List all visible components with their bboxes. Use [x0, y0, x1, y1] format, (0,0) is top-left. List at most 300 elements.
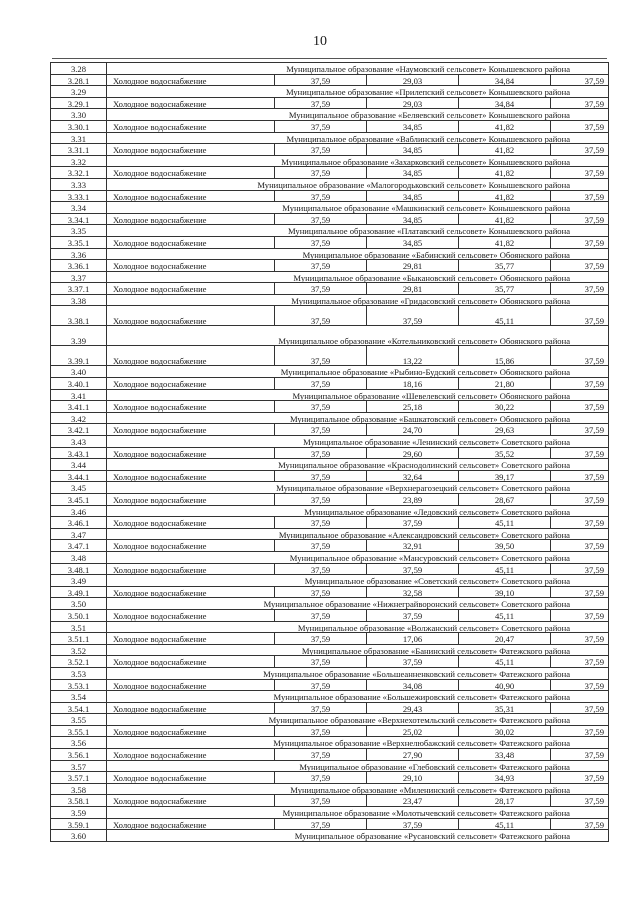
municipality-title: Муниципальное образование «Верхнехотемльский сельсовет» Фатежского района	[107, 714, 609, 726]
row-code: 3.40	[51, 366, 107, 378]
row-code: 3.42.1	[51, 424, 107, 436]
municipality-title: Муниципальное образование «Ваблинский сельсовет» Конышевского района	[107, 132, 609, 144]
tariff-value-3: 34,93	[459, 772, 551, 784]
tariff-value-2: 24,70	[367, 424, 459, 436]
service-label: Холодное водоснабжение	[107, 633, 275, 645]
service-row	[51, 517, 609, 529]
service-label: Холодное водоснабжение	[107, 120, 275, 132]
tariff-value-4: 37,59	[551, 447, 609, 459]
tariff-table	[50, 62, 609, 842]
service-row	[51, 656, 609, 668]
service-label: Холодное водоснабжение	[107, 517, 275, 529]
service-label: Холодное водоснабжение	[107, 725, 275, 737]
municipality-header-row	[51, 412, 609, 424]
tariff-table-body	[51, 63, 609, 842]
row-code: 3.42	[51, 412, 107, 424]
tariff-value-1: 37,59	[275, 749, 367, 761]
tariff-value-2: 25,02	[367, 725, 459, 737]
tariff-value-3: 45,11	[459, 609, 551, 621]
municipality-header-row	[51, 482, 609, 494]
municipality-title: Муниципальное образование «Башкатовский сельсовет» Обоянского района	[107, 412, 609, 424]
service-row	[51, 378, 609, 390]
service-row	[51, 772, 609, 784]
tariff-value-2: 34,08	[367, 679, 459, 691]
municipality-title: Муниципальное образование «Прилепский сельсовет» Конышевского района	[107, 86, 609, 98]
tariff-value-3: 45,11	[459, 517, 551, 529]
service-row	[51, 283, 609, 295]
row-code: 3.34	[51, 202, 107, 214]
page-number: 10	[313, 34, 327, 49]
tariff-value-4: 37,59	[551, 772, 609, 784]
tariff-value-1: 37,59	[275, 283, 367, 295]
row-code: 3.32.1	[51, 167, 107, 179]
service-row	[51, 190, 609, 202]
service-row	[51, 74, 609, 86]
tariff-value-1: 37,59	[275, 424, 367, 436]
tariff-value-4: 37,59	[551, 236, 609, 248]
tariff-value-2: 34,85	[367, 144, 459, 156]
service-row	[51, 494, 609, 506]
municipality-title: Муниципальное образование «Русановский сельсовет» Фатежского района	[107, 830, 609, 842]
service-label: Холодное водоснабжение	[107, 190, 275, 202]
municipality-title: Муниципальное образование «Машкинский сельсовет» Конышевского района	[107, 202, 609, 214]
service-label: Холодное водоснабжение	[107, 236, 275, 248]
row-code: 3.53.1	[51, 679, 107, 691]
tariff-value-4: 37,59	[551, 167, 609, 179]
tariff-value-1: 37,59	[275, 540, 367, 552]
municipality-title: Муниципальное образование «Краснодолинский сельсовет» Советского района	[107, 459, 609, 471]
tariff-value-4: 37,59	[551, 306, 609, 326]
tariff-value-3: 28,67	[459, 494, 551, 506]
row-code: 3.38	[51, 294, 107, 306]
municipality-header-row	[51, 294, 609, 306]
tariff-value-3: 34,84	[459, 97, 551, 109]
municipality-header-row	[51, 86, 609, 98]
row-code: 3.29	[51, 86, 107, 98]
service-row	[51, 97, 609, 109]
municipality-title: Муниципальное образование «Платавский сельсовет» Конышевского района	[107, 225, 609, 237]
service-label: Холодное водоснабжение	[107, 609, 275, 621]
service-row	[51, 470, 609, 482]
row-code: 3.54	[51, 691, 107, 703]
tariff-value-2: 29,10	[367, 772, 459, 784]
tariff-value-3: 40,90	[459, 679, 551, 691]
row-code: 3.35.1	[51, 236, 107, 248]
municipality-title: Муниципальное образование «Быкановский сельсовет» Обоянского района	[107, 271, 609, 283]
tariff-value-1: 37,59	[275, 346, 367, 366]
municipality-title: Муниципальное образование «Беляевский сельсовет» Конышевского района	[107, 109, 609, 121]
tariff-value-2: 18,16	[367, 378, 459, 390]
tariff-value-2: 34,85	[367, 167, 459, 179]
row-code: 3.43.1	[51, 447, 107, 459]
row-code: 3.51	[51, 621, 107, 633]
tariff-value-2: 37,59	[367, 563, 459, 575]
tariff-value-4: 37,59	[551, 818, 609, 830]
service-row	[51, 749, 609, 761]
row-code: 3.43	[51, 436, 107, 448]
tariff-value-1: 37,59	[275, 236, 367, 248]
municipality-title: Муниципальное образование «Большеанненковский сельсовет» Фатежского района	[107, 667, 609, 679]
tariff-value-3: 41,82	[459, 190, 551, 202]
row-code: 3.59.1	[51, 818, 107, 830]
tariff-value-1: 37,59	[275, 795, 367, 807]
municipality-header-row	[51, 178, 609, 190]
row-code: 3.31	[51, 132, 107, 144]
row-code: 3.55.1	[51, 725, 107, 737]
row-code: 3.49.1	[51, 586, 107, 598]
tariff-value-2: 23,47	[367, 795, 459, 807]
service-label: Холодное водоснабжение	[107, 470, 275, 482]
tariff-value-1: 37,59	[275, 213, 367, 225]
tariff-value-3: 28,17	[459, 795, 551, 807]
row-code: 3.51.1	[51, 633, 107, 645]
service-label: Холодное водоснабжение	[107, 540, 275, 552]
row-code: 3.30	[51, 109, 107, 121]
tariff-value-4: 37,59	[551, 656, 609, 668]
tariff-value-4: 37,59	[551, 120, 609, 132]
service-label: Холодное водоснабжение	[107, 144, 275, 156]
service-label: Холодное водоснабжение	[107, 97, 275, 109]
tariff-value-3: 35,77	[459, 283, 551, 295]
municipality-title: Муниципальное образование «Мансуровский сельсовет» Советского района	[107, 551, 609, 563]
row-code: 3.46.1	[51, 517, 107, 529]
municipality-header-row	[51, 63, 609, 75]
tariff-value-2: 37,59	[367, 609, 459, 621]
municipality-header-row	[51, 505, 609, 517]
tariff-value-2: 25,18	[367, 401, 459, 413]
tariff-value-3: 33,48	[459, 749, 551, 761]
municipality-title: Муниципальное образование «Верхнерагозецкий сельсовет» Советского района	[107, 482, 609, 494]
tariff-value-3: 45,11	[459, 818, 551, 830]
tariff-value-3: 41,82	[459, 236, 551, 248]
municipality-title: Муниципальное образование «Волжанский сельсовет» Советского района	[107, 621, 609, 633]
row-code: 3.45.1	[51, 494, 107, 506]
tariff-value-4: 37,59	[551, 702, 609, 714]
tariff-value-4: 37,59	[551, 494, 609, 506]
row-code: 3.50	[51, 598, 107, 610]
municipality-header-row	[51, 551, 609, 563]
service-label: Холодное водоснабжение	[107, 795, 275, 807]
tariff-value-1: 37,59	[275, 447, 367, 459]
tariff-value-4: 37,59	[551, 144, 609, 156]
tariff-value-2: 34,85	[367, 213, 459, 225]
row-code: 3.33.1	[51, 190, 107, 202]
tariff-value-3: 15,86	[459, 346, 551, 366]
row-code: 3.41	[51, 389, 107, 401]
row-code: 3.47.1	[51, 540, 107, 552]
tariff-value-3: 34,84	[459, 74, 551, 86]
service-label: Холодное водоснабжение	[107, 401, 275, 413]
tariff-value-1: 37,59	[275, 97, 367, 109]
tariff-value-4: 37,59	[551, 679, 609, 691]
service-row	[51, 236, 609, 248]
municipality-header-row	[51, 248, 609, 260]
municipality-header-row	[51, 528, 609, 540]
municipality-header-row	[51, 667, 609, 679]
municipality-title: Муниципальное образование «Котельниковский сельсовет» Обоянского района	[107, 326, 609, 346]
municipality-title: Муниципальное образование «Нижнеграйворонский сельсовет» Советского района	[107, 598, 609, 610]
tariff-value-4: 37,59	[551, 609, 609, 621]
tariff-value-1: 37,59	[275, 679, 367, 691]
municipality-title: Муниципальное образование «Шевелевский сельсовет» Обоянского района	[107, 389, 609, 401]
tariff-value-2: 34,85	[367, 236, 459, 248]
municipality-title: Муниципальное образование «Рыбино-Будский сельсовет» Обоянского района	[107, 366, 609, 378]
tariff-value-4: 37,59	[551, 749, 609, 761]
tariff-value-3: 41,82	[459, 213, 551, 225]
row-code: 3.29.1	[51, 97, 107, 109]
tariff-value-3: 35,31	[459, 702, 551, 714]
row-code: 3.33	[51, 178, 107, 190]
municipality-title: Муниципальное образование «Миленинский сельсовет» Фатежского района	[107, 783, 609, 795]
tariff-value-1: 37,59	[275, 74, 367, 86]
tariff-value-1: 37,59	[275, 702, 367, 714]
tariff-value-2: 29,81	[367, 260, 459, 272]
row-code: 3.56.1	[51, 749, 107, 761]
service-label: Холодное водоснабжение	[107, 586, 275, 598]
service-label: Холодное водоснабжение	[107, 656, 275, 668]
tariff-value-2: 34,85	[367, 190, 459, 202]
municipality-title: Муниципальное образование «Ленинский сельсовет» Советского района	[107, 436, 609, 448]
municipality-header-row	[51, 132, 609, 144]
service-label: Холодное водоснабжение	[107, 283, 275, 295]
tariff-value-3: 35,52	[459, 447, 551, 459]
row-code: 3.59	[51, 807, 107, 819]
municipality-header-row	[51, 714, 609, 726]
tariff-value-4: 37,59	[551, 563, 609, 575]
municipality-header-row	[51, 737, 609, 749]
service-label: Холодное водоснабжение	[107, 563, 275, 575]
row-code: 3.58	[51, 783, 107, 795]
row-code: 3.57	[51, 760, 107, 772]
tariff-value-1: 37,59	[275, 167, 367, 179]
tariff-value-3: 20,47	[459, 633, 551, 645]
service-row	[51, 120, 609, 132]
service-label: Холодное водоснабжение	[107, 818, 275, 830]
service-label: Холодное водоснабжение	[107, 306, 275, 326]
service-label: Холодное водоснабжение	[107, 213, 275, 225]
tariff-value-3: 21,80	[459, 378, 551, 390]
row-code: 3.34.1	[51, 213, 107, 225]
tariff-value-4: 37,59	[551, 540, 609, 552]
row-code: 3.44	[51, 459, 107, 471]
tariff-value-2: 37,59	[367, 656, 459, 668]
row-code: 3.45	[51, 482, 107, 494]
tariff-value-1: 37,59	[275, 470, 367, 482]
service-label: Холодное водоснабжение	[107, 167, 275, 179]
municipality-header-row	[51, 691, 609, 703]
municipality-title: Муниципальное образование «Александровский сельсовет» Советского района	[107, 528, 609, 540]
tariff-value-2: 34,85	[367, 120, 459, 132]
municipality-title: Муниципальное образование «Гридасовский сельсовет» Обоянского района	[107, 294, 609, 306]
service-label: Холодное водоснабжение	[107, 260, 275, 272]
row-code: 3.28	[51, 63, 107, 75]
row-code: 3.39	[51, 326, 107, 346]
service-label: Холодное водоснабжение	[107, 679, 275, 691]
tariff-value-4: 37,59	[551, 424, 609, 436]
tariff-value-2: 29,43	[367, 702, 459, 714]
tariff-value-1: 37,59	[275, 144, 367, 156]
tariff-value-2: 32,64	[367, 470, 459, 482]
tariff-value-1: 37,59	[275, 260, 367, 272]
row-code: 3.37.1	[51, 283, 107, 295]
tariff-value-2: 17,06	[367, 633, 459, 645]
service-label: Холодное водоснабжение	[107, 702, 275, 714]
row-code: 3.60	[51, 830, 107, 842]
municipality-header-row	[51, 807, 609, 819]
municipality-header-row	[51, 225, 609, 237]
service-row	[51, 818, 609, 830]
tariff-value-3: 29,63	[459, 424, 551, 436]
row-code: 3.41.1	[51, 401, 107, 413]
service-label: Холодное водоснабжение	[107, 346, 275, 366]
row-code: 3.37	[51, 271, 107, 283]
tariff-value-1: 37,59	[275, 818, 367, 830]
tariff-value-2: 29,03	[367, 74, 459, 86]
tariff-value-4: 37,59	[551, 586, 609, 598]
row-code: 3.57.1	[51, 772, 107, 784]
tariff-value-4: 37,59	[551, 346, 609, 366]
service-row	[51, 144, 609, 156]
tariff-value-2: 13,22	[367, 346, 459, 366]
tariff-value-2: 27,90	[367, 749, 459, 761]
service-row	[51, 795, 609, 807]
tariff-value-3: 39,50	[459, 540, 551, 552]
row-code: 3.40.1	[51, 378, 107, 390]
row-code: 3.38.1	[51, 306, 107, 326]
tariff-value-4: 37,59	[551, 74, 609, 86]
tariff-value-1: 37,59	[275, 609, 367, 621]
service-row	[51, 260, 609, 272]
tariff-value-3: 41,82	[459, 120, 551, 132]
row-code: 3.48	[51, 551, 107, 563]
municipality-title: Муниципальное образование «Наумовский сельсовет» Конышевского района	[107, 63, 609, 75]
municipality-header-row	[51, 621, 609, 633]
municipality-title: Муниципальное образование «Молотычевский сельсовет» Фатежского района	[107, 807, 609, 819]
tariff-value-4: 37,59	[551, 190, 609, 202]
service-row	[51, 306, 609, 326]
municipality-header-row	[51, 459, 609, 471]
tariff-value-1: 37,59	[275, 120, 367, 132]
municipality-header-row	[51, 575, 609, 587]
tariff-value-1: 37,59	[275, 190, 367, 202]
tariff-value-4: 37,59	[551, 633, 609, 645]
municipality-title: Муниципальное образование «Захарковский сельсовет» Конышевского района	[107, 155, 609, 167]
tariff-value-2: 32,58	[367, 586, 459, 598]
tariff-value-2: 32,91	[367, 540, 459, 552]
row-code: 3.54.1	[51, 702, 107, 714]
row-code: 3.56	[51, 737, 107, 749]
tariff-value-1: 37,59	[275, 563, 367, 575]
municipality-title: Муниципальное образование «Малогородьковский сельсовет» Конышевского района	[107, 178, 609, 190]
service-label: Холодное водоснабжение	[107, 749, 275, 761]
service-row	[51, 540, 609, 552]
row-code: 3.47	[51, 528, 107, 540]
tariff-value-1: 37,59	[275, 306, 367, 326]
municipality-header-row	[51, 389, 609, 401]
row-code: 3.48.1	[51, 563, 107, 575]
municipality-header-row	[51, 783, 609, 795]
tariff-value-3: 41,82	[459, 167, 551, 179]
tariff-value-1: 37,59	[275, 401, 367, 413]
tariff-value-4: 37,59	[551, 517, 609, 529]
tariff-value-3: 39,17	[459, 470, 551, 482]
service-label: Холодное водоснабжение	[107, 772, 275, 784]
row-code: 3.52.1	[51, 656, 107, 668]
service-label: Холодное водоснабжение	[107, 447, 275, 459]
service-row	[51, 586, 609, 598]
service-label: Холодное водоснабжение	[107, 424, 275, 436]
tariff-value-2: 29,60	[367, 447, 459, 459]
tariff-value-3: 45,11	[459, 656, 551, 668]
tariff-value-1: 37,59	[275, 633, 367, 645]
tariff-value-4: 37,59	[551, 725, 609, 737]
municipality-header-row	[51, 202, 609, 214]
service-row	[51, 725, 609, 737]
row-code: 3.49	[51, 575, 107, 587]
service-row	[51, 346, 609, 366]
service-label: Холодное водоснабжение	[107, 74, 275, 86]
municipality-title: Муниципальное образование «Банинский сельсовет» Фатежского района	[107, 644, 609, 656]
municipality-title: Муниципальное образование «Советский сельсовет» Советского района	[107, 575, 609, 587]
tariff-value-4: 37,59	[551, 795, 609, 807]
row-code: 3.53	[51, 667, 107, 679]
top-rule	[52, 58, 607, 59]
row-code: 3.32	[51, 155, 107, 167]
tariff-value-3: 30,02	[459, 725, 551, 737]
municipality-title: Муниципальное образование «Бабинский сельсовет» Обоянского района	[107, 248, 609, 260]
tariff-value-4: 37,59	[551, 378, 609, 390]
service-row	[51, 167, 609, 179]
tariff-value-3: 45,11	[459, 306, 551, 326]
tariff-value-2: 37,59	[367, 818, 459, 830]
tariff-value-2: 29,03	[367, 97, 459, 109]
tariff-value-3: 45,11	[459, 563, 551, 575]
row-code: 3.46	[51, 505, 107, 517]
tariff-value-2: 23,89	[367, 494, 459, 506]
service-label: Холодное водоснабжение	[107, 494, 275, 506]
tariff-value-3: 39,10	[459, 586, 551, 598]
tariff-value-3: 35,77	[459, 260, 551, 272]
municipality-title: Муниципальное образование «Большежировский сельсовет» Фатежского района	[107, 691, 609, 703]
tariff-value-4: 37,59	[551, 213, 609, 225]
municipality-header-row	[51, 271, 609, 283]
municipality-header-row	[51, 366, 609, 378]
municipality-header-row	[51, 155, 609, 167]
service-row	[51, 401, 609, 413]
municipality-title: Муниципальное образование «Верхнелюбажский сельсовет» Фатежского района	[107, 737, 609, 749]
tariff-value-4: 37,59	[551, 97, 609, 109]
tariff-value-2: 37,59	[367, 306, 459, 326]
row-code: 3.58.1	[51, 795, 107, 807]
tariff-value-4: 37,59	[551, 283, 609, 295]
row-code: 3.44.1	[51, 470, 107, 482]
row-code: 3.55	[51, 714, 107, 726]
row-code: 3.28.1	[51, 74, 107, 86]
row-code: 3.35	[51, 225, 107, 237]
service-row	[51, 563, 609, 575]
tariff-value-4: 37,59	[551, 401, 609, 413]
tariff-value-1: 37,59	[275, 656, 367, 668]
service-row	[51, 679, 609, 691]
tariff-value-3: 30,22	[459, 401, 551, 413]
municipality-header-row	[51, 326, 609, 346]
municipality-header-row	[51, 598, 609, 610]
municipality-header-row	[51, 436, 609, 448]
service-row	[51, 702, 609, 714]
service-row	[51, 213, 609, 225]
service-row	[51, 633, 609, 645]
service-row	[51, 447, 609, 459]
